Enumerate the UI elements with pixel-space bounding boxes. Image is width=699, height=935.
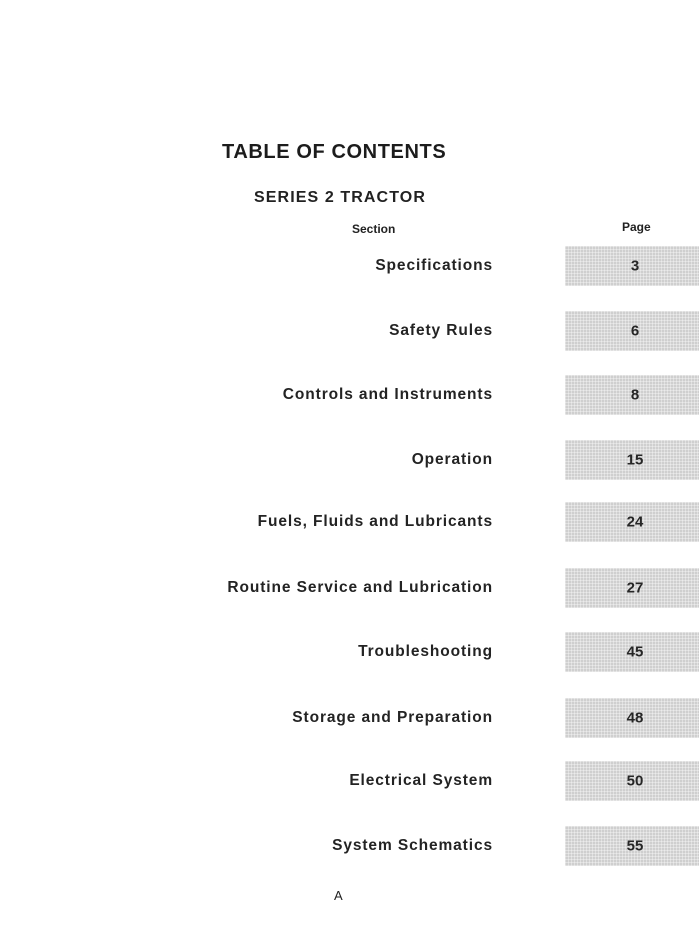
page-number: 24 — [626, 513, 644, 531]
page-number: 55 — [626, 837, 644, 855]
toc-entry-label: Routine Service and Lubrication — [227, 579, 493, 596]
toc-entry-label: Storage and Preparation — [292, 709, 493, 726]
toc-entry-label: Troubleshooting — [358, 643, 493, 660]
toc-entry-label: Fuels, Fluids and Lubricants — [257, 513, 493, 530]
page-footer-letter: A — [334, 888, 343, 903]
page-number: 8 — [630, 386, 640, 404]
toc-entry-label: System Schematics — [332, 837, 493, 854]
page-column-header: Page — [622, 220, 651, 234]
toc-entry-label: Specifications — [375, 257, 493, 274]
page-number-box — [565, 698, 699, 738]
page-number: 48 — [626, 709, 644, 727]
page-title: TABLE OF CONTENTS — [222, 141, 447, 163]
page-number-box — [565, 632, 699, 672]
toc-entry-storage-and-preparation[interactable] — [0, 698, 699, 738]
page-number-box — [565, 761, 699, 801]
page-number-box — [565, 568, 699, 608]
toc-entry-fuels-fluids-and-lubricants[interactable] — [0, 502, 699, 542]
page-number: 6 — [630, 322, 640, 340]
toc-entry-label: Safety Rules — [389, 322, 493, 339]
page-number-box — [565, 502, 699, 542]
toc-entry-label: Operation — [411, 451, 493, 468]
page-number: 45 — [626, 643, 644, 661]
toc-entry-controls-and-instruments[interactable] — [0, 375, 699, 415]
toc-entry-specifications[interactable] — [0, 246, 699, 286]
toc-entry-troubleshooting[interactable] — [0, 632, 699, 672]
page-number: 50 — [626, 772, 644, 790]
toc-entry-label: Electrical System — [349, 772, 493, 789]
page-number-box — [565, 826, 699, 866]
toc-entry-routine-service-and-lubrication[interactable] — [0, 568, 699, 608]
toc-entry-label: Controls and Instruments — [282, 386, 493, 403]
page-number-box — [565, 375, 699, 415]
section-column-header: Section — [352, 222, 396, 236]
page-number-box — [565, 246, 699, 286]
document-subtitle: SERIES 2 TRACTOR — [254, 189, 426, 206]
page-number-box — [565, 440, 699, 480]
page-number: 27 — [626, 579, 644, 597]
toc-entry-electrical-system[interactable] — [0, 761, 699, 801]
page-number: 3 — [630, 257, 640, 275]
toc-entry-system-schematics[interactable] — [0, 826, 699, 866]
page-number-box — [565, 311, 699, 351]
toc-entry-safety-rules[interactable] — [0, 311, 699, 351]
page-number: 15 — [626, 451, 644, 469]
toc-entry-operation[interactable] — [0, 440, 699, 480]
